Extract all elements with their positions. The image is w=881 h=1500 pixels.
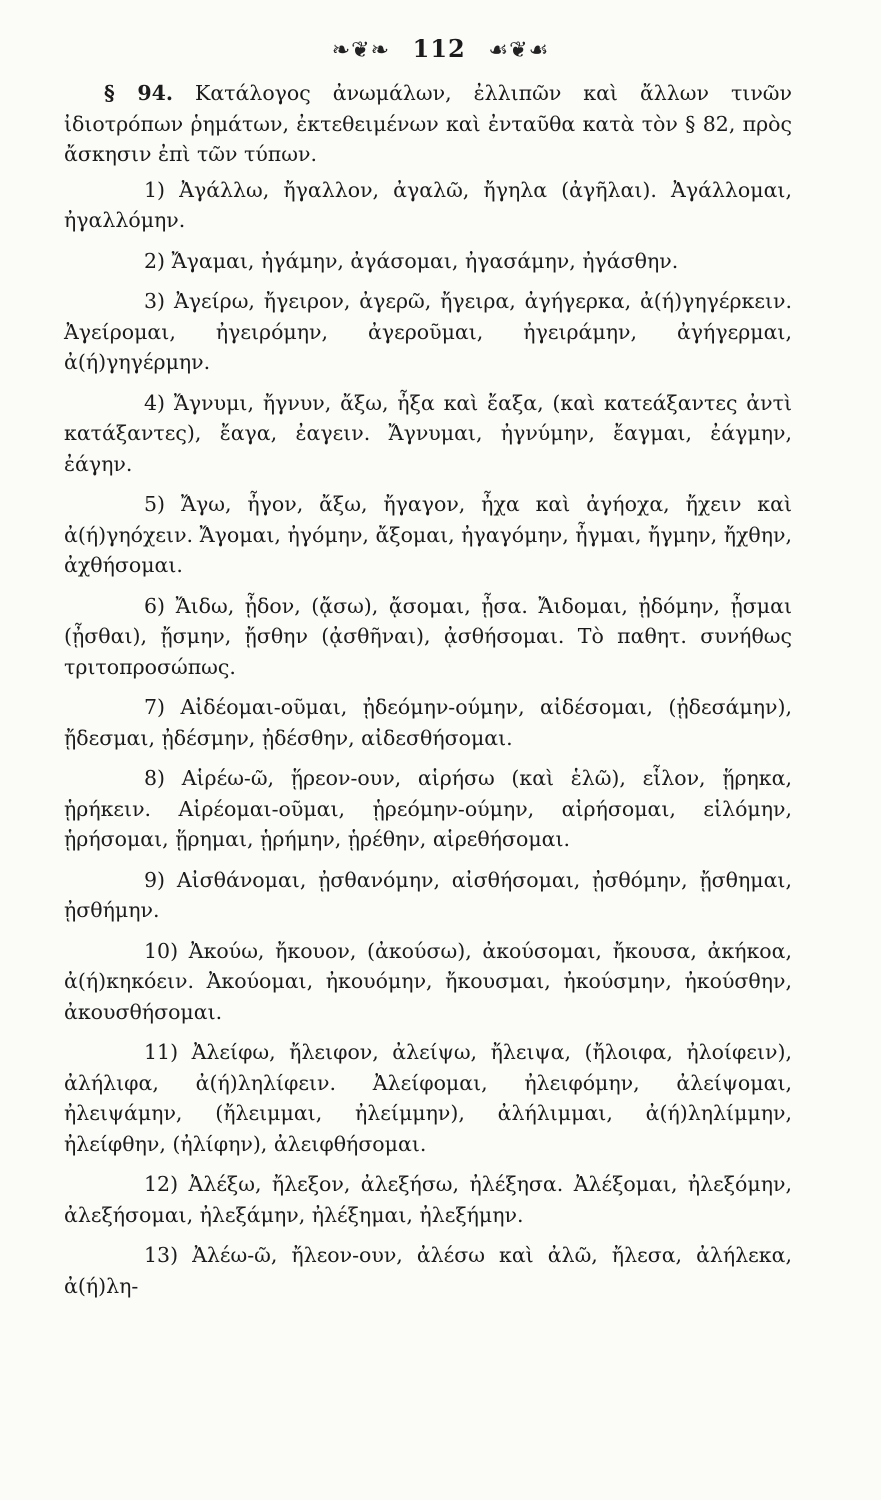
verb-entry [64, 936, 792, 1028]
section-heading-text: Κατάλογος ἀνωμάλων, ἐλλιπῶν καὶ ἄλλων τινῶν ἰδιοτρόπων ῥημάτων, ἐκτεθειμένων καὶ ἐνταῦθα κατὰ τὸν § 82, πρὸς ἄσκησιν ἐπὶ τῶν τύπων. [64, 81, 792, 166]
entry-number: 6) [144, 593, 166, 618]
section-number: § 94. [104, 81, 173, 105]
entry-text: Ἀλέξω, ἤλεξον, ἀλεξήσω, ἠλέξησα. Ἀλέξομαι, ἠλεξόμην, ἀλεξήσομαι, ἠλεξάμην, ἠλέξημαι, ἠλεξήμην. [64, 1172, 792, 1227]
entry-number: 9) [144, 867, 166, 892]
entry-number: 3) [144, 289, 166, 313]
entry-number: 11) [144, 1040, 179, 1064]
entry-text: Αἰσθάνομαι, ᾐσθανόμην, αἰσθήσομαι, ᾐσθόμην, ᾔσθημαι, ᾐσθήμην. [64, 867, 792, 922]
ornament-left-icon: ❧❦❧ [331, 38, 391, 63]
entry-text: Ἀλείφω, ἤλειφον, ἀλείψω, ἤλειψα, (ἤλοιφα, ἠλοίφειν), ἀλήλιφα, ἀ(ή)ληλίφειν. Ἀλείφομαι, ἠλειφόμην, ἀλείψομαι, ἠλειψάμην, (ἤλειμμαι, ἠλείμμην), ἀλήλιμμαι, ἀ(ή)ληλίμμην, ἠλείφθην, (ἠλίφην), ἀλειφθήσομαι. [64, 1040, 792, 1156]
entry-number: 12) [144, 1172, 179, 1196]
verb-entry [64, 865, 792, 926]
section-heading [64, 78, 792, 170]
entry-text: Ἄγω, ἦγον, ἄξω, ἤγαγον, ἦχα καὶ ἀγήοχα, ἤχειν καὶ ἀ(ή)γηόχειν. Ἄγομαι, ἠγόμην, ἄξομαι, ἠγαγόμην, ἦγμαι, ἤγμην, ἤχθην, ἀχθήσομαι. [64, 492, 792, 577]
verb-entry [64, 175, 792, 236]
entry-number: 7) [144, 695, 166, 719]
entry-text: Αἰδέομαι-οῦμαι, ᾐδεόμην-ούμην, αἰδέσομαι, (ᾐδεσάμην), ᾔδεσμαι, ᾐδέσμην, ᾐδέσθην, αἰδεσθήσομαι. [64, 695, 792, 750]
entry-text: Ἀκούω, ἤκουον, (ἀκούσω), ἀκούσομαι, ἤκουσα, ἀκήκοα, ἀ(ή)κηκόειν. Ἀκούομαι, ἠκουόμην, ἤκουσμαι, ἠκούσμην, ἠκούσθην, ἀκουσθήσομαι. [64, 938, 792, 1024]
entry-number: 2) [144, 248, 166, 273]
entry-number: 8) [144, 766, 166, 790]
page-body [64, 78, 792, 1311]
verb-entry [64, 246, 792, 277]
entry-number: 13) [144, 1243, 179, 1267]
verb-entry [64, 388, 792, 480]
verb-entry [64, 591, 792, 683]
verb-entry [64, 763, 792, 855]
verb-entry [64, 489, 792, 581]
entry-text: Ἀγείρω, ἤγειρον, ἀγερῶ, ἤγειρα, ἀγήγερκα, ἀ(ή)γηγέρκειν. Ἀγείρομαι, ἠγειρόμην, ἀγεροῦμαι, ἠγειράμην, ἀγήγερμαι, ἀ(ή)γηγέρμην. [64, 289, 792, 374]
verb-entry [64, 692, 792, 753]
verb-entry [64, 1037, 792, 1159]
entry-number: 1) [144, 177, 166, 202]
entry-number: 4) [144, 390, 166, 415]
entry-text: Ἀλέω-ῶ, ἤλεον-ουν, ἀλέσω καὶ ἀλῶ, ἤλεσα, ἀλήλεκα, ἀ(ή)λη- [64, 1243, 792, 1298]
page-header [0, 34, 881, 63]
entry-text: Ἄγνυμι, ἤγνυν, ἄξω, ἦξα καὶ ἔαξα, (καὶ κατεάξαντες ἀντὶ κατάξαντες), ἔαγα, ἐαγειν. Ἄγνυμαι, ἠγνύμην, ἔαγμαι, ἐάγμην, ἐάγην. [64, 390, 792, 476]
entry-text: Ἀγάλλω, ἤγαλλον, ἀγαλῶ, ἤγηλα (ἀγῆλαι). Ἀγάλλομαι, ἠγαλλόμην. [64, 177, 792, 232]
entry-text: Αἱρέω-ῶ, ᾕρεον-ουν, αἱρήσω (καὶ ἑλῶ), εἷλον, ᾕρηκα, ᾑρήκειν. Αἱρέομαι-οῦμαι, ᾑρεόμην-ούμην, αἱρήσομαι, εἱλόμην, ᾑρήσομαι, ᾕρημαι, ᾑρήμην, ᾑρέθην, αἱρεθήσομαι. [64, 766, 792, 851]
entry-text: Ἄγαμαι, ἠγάμην, ἀγάσομαι, ἠγασάμην, ἠγάσθην. [171, 248, 679, 273]
ornament-right-icon: ☙❦☙ [488, 38, 550, 63]
verb-entry [64, 1240, 792, 1301]
page-number: 112 [412, 34, 466, 63]
entry-number: 5) [144, 492, 166, 516]
verb-entry [64, 286, 792, 378]
entry-number: 10) [144, 938, 179, 963]
entry-text: Ἄιδω, ᾖδον, (ᾄσω), ᾄσομαι, ᾖσα. Ἄιδομαι, ᾐδόμην, ᾖσμαι (ᾖσθαι), ᾔσμην, ᾔσθην (ᾀσθῆναι), ᾀσθήσομαι. Τὸ παθητ. συνήθως τριτοπροσώπως. [64, 593, 792, 679]
verb-entry [64, 1169, 792, 1230]
